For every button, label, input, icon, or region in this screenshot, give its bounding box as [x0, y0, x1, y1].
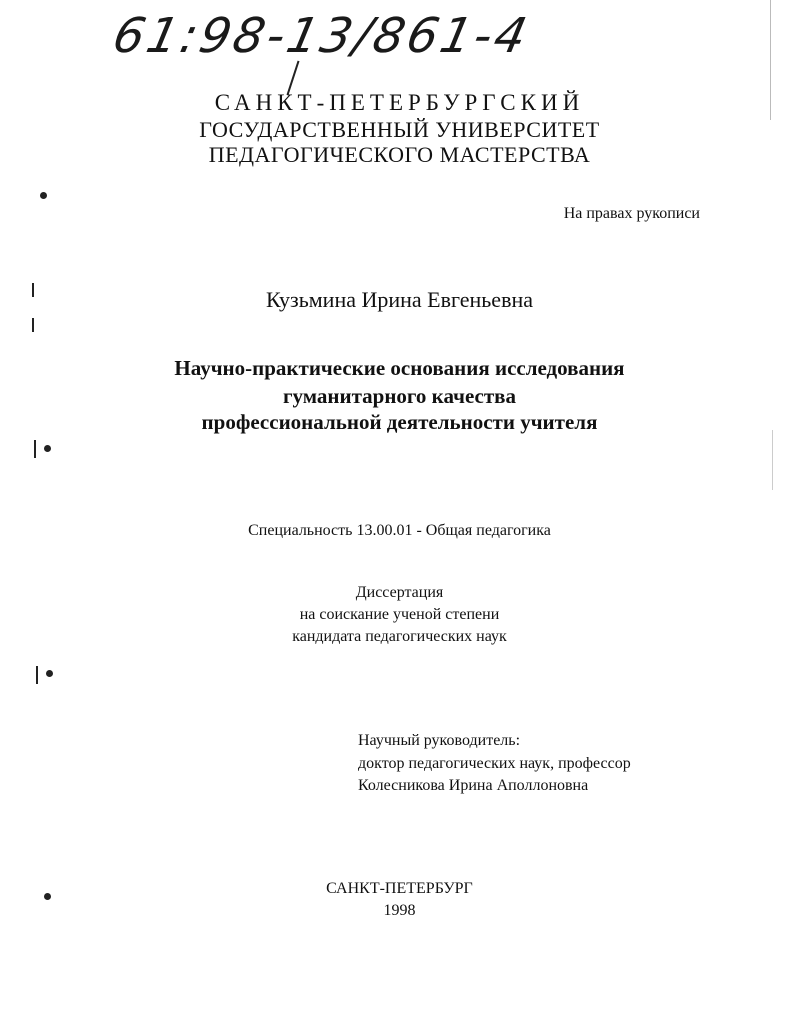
- university-line-3: ПЕДАГОГИЧЕСКОГО МАСТЕРСТВА: [208, 142, 591, 167]
- handwritten-catalog-number: 61:98-13/861-4: [108, 8, 535, 64]
- specialty: Специальность 13.00.01 - Общая педагогика: [248, 522, 551, 539]
- margin-tick: [36, 666, 38, 684]
- university-line-1: САНКТ-ПЕТЕРБУРГСКИЙ: [214, 90, 585, 115]
- binder-hole-mark: [40, 192, 47, 199]
- scan-edge-line: [770, 0, 771, 120]
- place: САНКТ-ПЕТЕРБУРГ: [326, 880, 473, 897]
- dissertation-line-3: кандидата педагогических наук: [292, 628, 507, 645]
- binder-hole-mark: [46, 670, 53, 677]
- university-line-2: ГОСУДАРСТВЕННЫЙ УНИВЕРСИТЕТ: [199, 117, 600, 142]
- title-line-2: гуманитарного качества: [282, 384, 517, 408]
- margin-tick: [32, 283, 34, 297]
- margin-tick: [32, 318, 34, 332]
- author-name: Кузьмина Ирина Евгеньевна: [266, 287, 533, 312]
- supervisor-name: Колесникова Ирина Аполлоновна: [358, 777, 589, 794]
- binder-hole-mark: [44, 893, 51, 900]
- supervisor-heading: Научный руководитель:: [358, 732, 521, 749]
- binder-hole-mark: [44, 445, 51, 452]
- rights-notice: На правах рукописи: [563, 205, 700, 222]
- supervisor-degree: доктор педагогических наук, профессор: [358, 755, 631, 772]
- scan-edge-line: [772, 430, 773, 490]
- title-line-1: Научно-практические основания исследования: [174, 356, 625, 380]
- dissertation-line-2: на соискание ученой степени: [299, 606, 500, 623]
- title-line-3: профессиональной деятельности учителя: [201, 410, 598, 434]
- year: 1998: [383, 902, 416, 919]
- margin-tick: [34, 440, 36, 458]
- dissertation-line-1: Диссертация: [355, 584, 444, 601]
